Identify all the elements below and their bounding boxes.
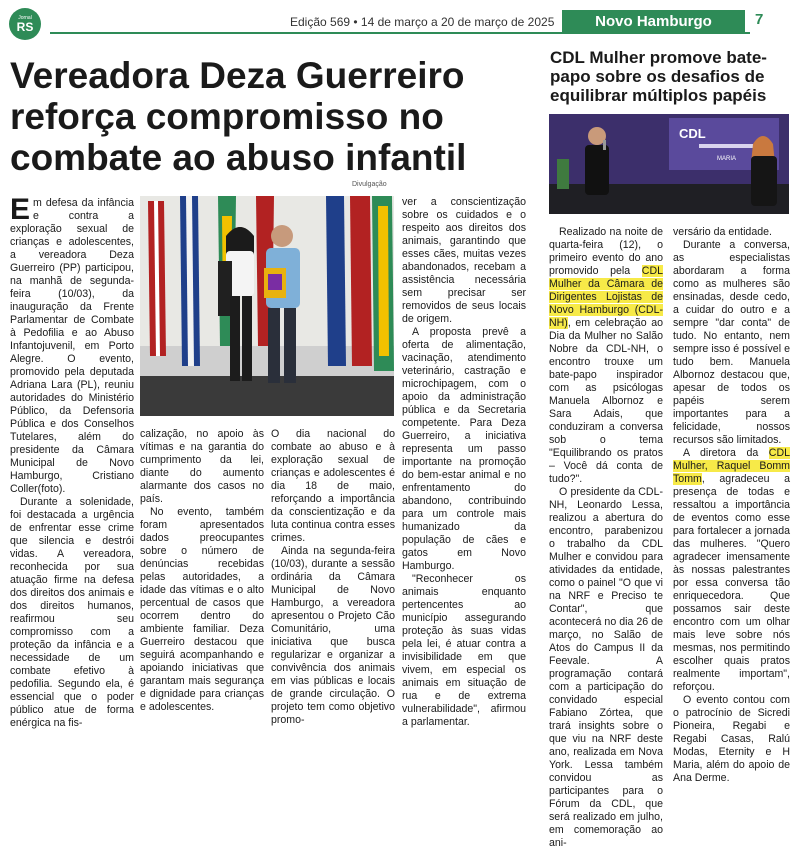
paragraph: Ainda na segunda-feira (10/03), durante a sessão ordinária da Câmara Municipal de Novo Hamburgo, a vereadora apresentou o Projeto Cão Comunitário, uma iniciativa que busca regularizar e organizar a convivência dos animais em vias públicas e locais de grande circulação. O projeto tem como objetivo promo- (271, 545, 395, 726)
paragraph-text: A diretora da (683, 447, 769, 459)
event-photo-illustration (549, 114, 789, 214)
paragraph: No evento, também foram apresentados dados preocupantes sobre o número de denúncias recebidas pelas autoridades, a idade das vítimas e o alto percentual de casos que ocorrem dentro do ambiente familiar. Deza Guerreiro destacou que seguirá acompanhando e apoiando iniciativas que garantam mais segurança e dignidade para crianças e adolescentes. (140, 506, 264, 713)
paragraph (10, 193, 134, 496)
paragraph: A proposta prevê a oferta de alimentação, vacinação, atendimento veterinário, castração e microchipagem, com o apoio da administração pública e da Secretaria competente. Para Deza Guerreiro, a iniciativa representa um passo importante na promoção do bem-estar animal e no enfrentamento do abandono, contribuindo para um controle mais humanizado da população de cães e gatos em Novo Hamburgo. (402, 326, 526, 572)
side-headline: CDL Mulher promove bate-papo sobre os desafios de equilibrar múltiplos papéis (550, 48, 767, 105)
paragraph: O presidente da CDL-NH, Leonardo Lessa, realizou a abertura do encontro, parabenizou o trabalho da CDL Mulher e convidou para atividades da entidade, como o painel "O que vi na NRF e Preciso te Contar", que acontecerá no dia 26 de março, no Salão de Atos do Campus II da Feevale. A programação contará com a participação do convidado especial Fabiano Zórtea, que trará insights sobre o que viu na NRF deste ano, realizada em Nova York. Lessa também convidou as participantes para o Fórum da CDL, que será realizado em julho, em comemoração ao ani- (549, 486, 663, 849)
paragraph-text: , agradeceu a presença de todas e ressaltou a importância de eventos como esse para fortalecer a jornada das mulheres. "Quero agradecer imensamente às nossas palestrantes por essa conversa tão enriquecedora. Que possamos sair deste encontro com um olhar mais leve sobre nós mesmas, nos permitindo escolher quais pratos realmente importam", reforçou. (673, 473, 790, 693)
newspaper-logo (9, 8, 41, 40)
main-column-4 (402, 196, 526, 729)
photo-cdl-text: CDL (679, 126, 706, 141)
side-article-photo (549, 114, 789, 214)
side-column-2 (673, 226, 790, 785)
paragraph: Durante a conversa, as especialistas abordaram a forma como as mulheres são ensinadas, desde cedo, a cuidar do outro e a sempre "dar conta" de tudo. No entanto, nem sempre isso é possível e tudo bem. Manuela Albornoz destacou que, apesar de todos os papéis serem importantes para a felicidade, nossos recursos são limitados. (673, 239, 790, 446)
paragraph: versário da entidade. (673, 226, 772, 238)
main-article-photo (140, 196, 394, 416)
paragraph: O dia nacional do combate ao abuso e à exploração sexual de crianças e adolescentes é dia 18 de maio, reforçando a importância da conscientização e da luta continua contra esses crimes. (271, 428, 395, 544)
photo-banner-text: MARIA (717, 156, 737, 162)
paragraph: calização, no apoio às vítimas e na garantia do cumprimento da lei, diante do aumento alarmante dos casos no país. (140, 428, 264, 505)
photo-credit: Divulgação (352, 181, 387, 188)
paragraph-text: Realizado na noite de quarta-feira (12), o primeiro evento do ano promovido pela (549, 226, 663, 277)
paragraph (549, 226, 663, 486)
main-headline: Vereadora Deza Guerreiro reforça compromisso no combate ao abuso infantil (10, 55, 467, 178)
logo-small-text: Jornal (18, 14, 32, 21)
paragraph-text: m defesa da infância e contra a exploração sexual de crianças e adolescentes, a vereadora Deza Guerreiro (PP) participou, na manhã de segunda-feira (10/03), da inauguração da Frente Parlamentar de Combate à Pedofilia e ao Abuso Infantojuvenil, em Porto Alegre. O evento, promovido pela deputada Adriana Lara (PL), reuniu autoridades do Ministério Público, da Defensoria Pública e dos Conselhos Tutelares, além do presidente da Câmara Municipal de Novo Hamburgo, Cristiano Coller(foto). (10, 197, 134, 495)
main-column-3 (271, 428, 395, 727)
paragraph: "Reconhecer os animais enquanto pertencentes ao município assegurando proteção às suas vidas pela lei, é atuar contra a invisibilidade em que vivem, em especial os animais em situação de rua e de extrema vulnerabilidade", afirmou a parlamentar. (402, 573, 526, 728)
main-column-1 (10, 193, 134, 730)
page-number: 7 (755, 11, 764, 28)
header-divider (50, 32, 750, 34)
main-column-2 (140, 428, 264, 714)
paragraph-text: , em celebração ao Dia da Mulher no Salão Nobre da CDL-NH, o encontro trouxe um bate-papo inspirador com as psicólogas Manuela Albornoz e Sara Adais, que conduziram a conversa sob o tema "Equilibrando os pratos – Você dá conta de tudo?". (549, 317, 663, 485)
highlighted-text: CDL Mulher, Raquel Bomm Tomm (673, 447, 790, 485)
section-label: Novo Hamburgo (562, 10, 745, 32)
paragraph: ver a conscientização sobre os cuidados e o respeito aos direitos dos animais, garantindo que esses cães, muitas vezes abandonados, recebam a assistência necessária sem precisar ser removidos de seus locais de origem. (402, 196, 526, 325)
issue-info: Edição 569 • 14 de março a 20 de março de 2025 (290, 15, 555, 29)
photo-illustration (140, 196, 394, 416)
side-column-1 (549, 226, 663, 850)
highlighted-text: CDL Mulher da Câmara de Dirigentes Lojistas de Novo Hamburgo (CDL-NH) (549, 265, 663, 329)
paragraph: O evento contou com o patrocínio de Sicredi Pioneira, Regabi e Regabi Casas, Ralú Modas, Eternity e H Maria, além do apoio de Ana Derme. (673, 694, 790, 784)
drop-cap: E (10, 193, 31, 226)
logo-text: RS (16, 19, 34, 34)
paragraph: Durante a solenidade, foi destacada a urgência de enfrentar esse crime que silencia e destrói vidas. A vereadora, reconhecida por sua atuação firme na defesa dos direitos dos animais e dos direitos humanos, reafirmou seu compromisso com a proteção da infância e a necessidade de um combate efetivo à pedofilia. Segundo ela, é essencial que o poder público atue de forma enérgica na fis- (10, 496, 134, 729)
paragraph (673, 447, 790, 694)
